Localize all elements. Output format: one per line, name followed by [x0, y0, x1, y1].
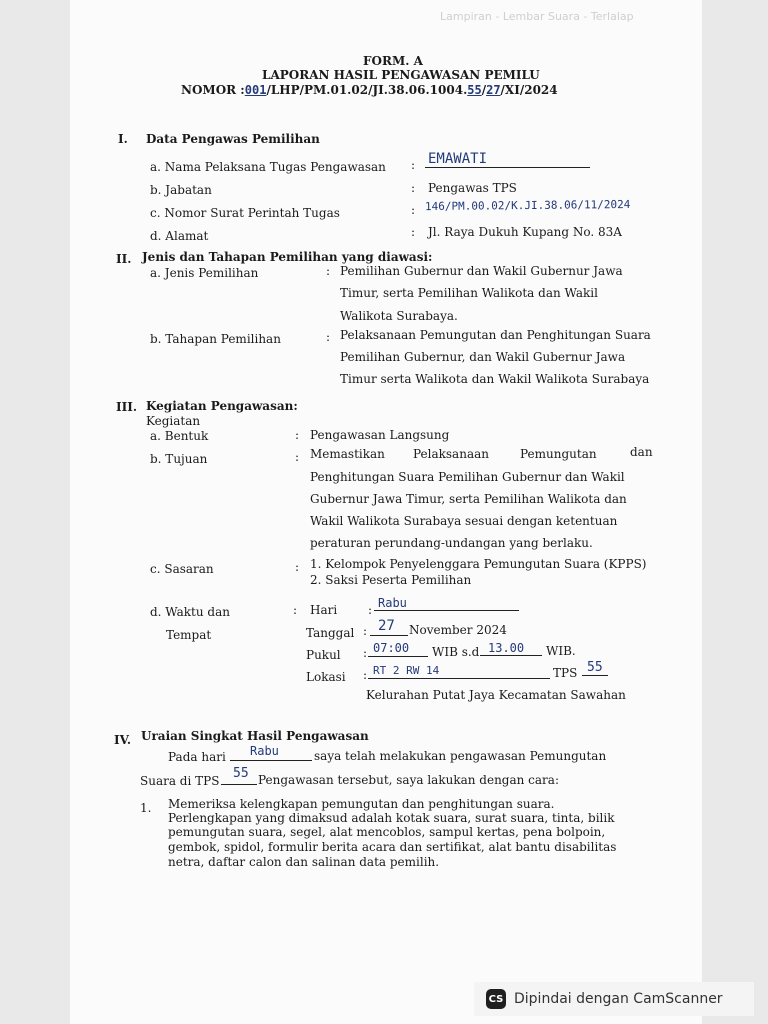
text-line: Pemilihan Gubernur dan Wakil Gubernur Jawa: [340, 264, 623, 278]
field-value: Pengawasan Langsung: [310, 428, 450, 442]
field-label: d. Waktu dan: [150, 605, 230, 619]
lokasi-value-handwritten: RT 2 RW 14: [373, 664, 440, 677]
fill-line: [480, 655, 542, 656]
document-page: Lampiran - Lembar Suara - Terlalap FORM. A LAPORAN HASIL PENGAWASAN PEMILU NOMOR :001/LHP/PM.01.02/JI.38.06.1004.55/27/XI/2024 I. Data Pengawas Pemilihan a. Nama Pelaksana Tugas Pengawasan : EMAWATI b. Jabatan : Pengawas TPS c. Nomor Surat Perintah Tugas : 146/PM.00.02/K.JI.38.06/11/2024 d. Alamat : Jl. Raya Dukuh Kupang No. 83A II. Jenis dan Tahapan Pemilihan yang diawasi: a. Jenis Pemilihan : Pemilihan Gubernur dan Wakil Gubernur Jawa Timur, serta Pemilihan Walikota dan Wakil Walikota Surabaya. b. Tahapan Pemilihan : Pelaksanaan Pemungutan dan Penghitungan Suara Pemilihan Gubernur, dan Wakil Gubernur Jawa Timur serta Walikota dan Wakil Walikota Surabaya III. Kegiatan Pengawasan: Kegiatan a. Bentuk : Pengawasan Langsung b. Tujuan : Memastikan Pelaksanaan Pemungutan dan Penghitungan Suara Pemilihan Gubernur dan Wakil Gubernur Jawa Timur, serta Pemilihan Walikota dan Wakil Walikota Surabaya sesuai dengan ketentuan peraturan perundang-undangan yang berlaku. c. Sasaran : 1. Kelompok Penyelenggara Pemungutan Suara (KPPS) 2. Saksi Peserta Pemilihan d. Waktu dan Tempat : Hari : Rabu Tanggal : 27 November 2024 Pukul : 07:00 WIB s.d 13.00 WIB. Lokasi : RT 2 RW 14 TPS 55 Kelurahan Putat Jaya Kecamatan Sawahan IV. Uraian Singkat Hasil Pengawasan Pada hari Rabu saya telah melakukan pengawasan Pemungutan Suara di TPS 55 Pengawasan tersebut, saya lakukan dengan cara: 1. Memeriksa kelengkapan pemungutan dan penghitungan suara. Perlengkapan yang dimaksud adalah kotak suara, surat suara, tinta, bilik pemungutan suara, segel, alat mencoblos, sampul kertas, pena bolpoin, gembok, spidol, formulir berita acara dan sertifikat, alat bantu disabilitas netra, daftar calon dan salinan data pemilih.: [114, 10, 653, 869]
pukul-start-handwritten: 07:00: [373, 641, 410, 655]
list-item: 1. Kelompok Penyelenggara Pemungutan Suara (KPPS): [310, 557, 647, 571]
field-label: b. Tujuan: [150, 452, 208, 466]
text-line: Gubernur Jawa Timur, serta Pemilihan Walikota dan: [310, 492, 627, 506]
section-1-number: I.: [118, 132, 128, 146]
field-label: Tempat: [166, 628, 212, 642]
text-word: Memastikan: [310, 447, 385, 461]
tanggal-suffix: November 2024: [409, 623, 507, 637]
kelurahan-text: Kelurahan Putat Jaya Kecamatan Sawahan: [366, 688, 626, 702]
camscanner-logo-icon: CS: [486, 989, 506, 1009]
section-1-title: Data Pengawas Pemilihan: [146, 132, 320, 146]
field-label: a. Bentuk: [150, 429, 209, 443]
field-label: c. Nomor Surat Perintah Tugas: [150, 206, 340, 220]
section-2-title: Jenis dan Tahapan Pemilihan yang diawasi:: [142, 250, 433, 264]
text-line: peraturan perundang-undangan yang berlaku.: [310, 536, 593, 550]
list-number: 1.: [140, 801, 152, 815]
field-value-handwritten: EMAWATI: [428, 151, 488, 167]
pukul-end-handwritten: 13.00: [488, 641, 525, 655]
lokasi-label: Lokasi: [306, 670, 346, 684]
field-label: a. Jenis Pemilihan: [150, 266, 259, 280]
text-line: Timur, serta Pemilihan Walikota dan Wakil: [340, 286, 598, 300]
text-line: Timur serta Walikota dan Wakil Walikota Surabaya: [340, 372, 650, 386]
report-title: LAPORAN HASIL PENGAWASAN PEMILU: [262, 68, 540, 82]
paragraph-text: saya telah melakukan pengawasan Pemungutan: [314, 749, 607, 763]
text-line: netra, daftar calon dan salinan data pemilih.: [168, 855, 440, 869]
text-word: dan: [630, 445, 653, 459]
field-value: Jl. Raya Dukuh Kupang No. 83A: [428, 225, 622, 239]
text-line: Memeriksa kelengkapan pemungutan dan penghitungan suara.: [168, 797, 555, 811]
fill-line: [230, 760, 312, 761]
text-line: pemungutan suara, segel, alat mencoblos, sampul kertas, pena bolpoin,: [168, 825, 606, 839]
text-line: Pelaksanaan Pemungutan dan Penghitungan Suara: [340, 328, 651, 342]
field-label: b. Jabatan: [150, 183, 212, 197]
paragraph-text: Pada hari: [168, 750, 226, 764]
hari-value-handwritten: Rabu: [378, 596, 407, 610]
paragraph-text: Suara di TPS: [140, 774, 220, 788]
text-line: Perlengkapan yang dimaksud adalah kotak suara, surat suara, tinta, bilik: [168, 811, 615, 825]
section-3-title: Kegiatan Pengawasan:: [146, 399, 298, 413]
pukul-mid: WIB s.d: [432, 645, 480, 659]
tanggal-value-handwritten: 27: [378, 618, 395, 634]
field-label: c. Sasaran: [150, 562, 214, 576]
fill-line: [368, 678, 550, 679]
tps-handwritten: 55: [233, 766, 249, 781]
watermark-text: Dipindai dengan CamScanner: [514, 991, 723, 1007]
camscanner-watermark: [474, 982, 754, 1016]
section-3-subtitle: Kegiatan: [146, 414, 201, 428]
field-label: b. Tahapan Pemilihan: [150, 332, 281, 346]
text-word: Pelaksanaan: [413, 447, 489, 461]
report-number: NOMOR :001/LHP/PM.01.02/JI.38.06.1004.55/27/XI/2024: [181, 83, 558, 97]
fill-line: [221, 784, 257, 785]
faint-bleed-through-text: Lampiran - Lembar Suara - Terlalap: [440, 10, 634, 23]
text-line: gembok, spidol, formulir berita acara dan sertifikat, alat bantu disabilitas: [168, 840, 617, 854]
fill-line: [582, 675, 608, 676]
field-value: Pengawas TPS: [428, 181, 517, 195]
fill-line: [370, 635, 408, 636]
section-2-number: II.: [116, 252, 132, 266]
field-label: a. Nama Pelaksana Tugas Pengawasan: [150, 160, 386, 174]
pukul-suffix: WIB.: [546, 644, 576, 658]
list-item: 2. Saksi Peserta Pemilihan: [310, 573, 472, 587]
text-line: Pemilihan Gubernur, dan Wakil Gubernur Jawa: [340, 350, 626, 364]
tanggal-label: Tanggal: [306, 626, 355, 640]
field-label: d. Alamat: [150, 229, 209, 243]
form-label: FORM. A: [363, 54, 423, 68]
section-3-number: III.: [116, 400, 138, 414]
hari-label: Hari: [310, 603, 338, 617]
tps-value-handwritten: 55: [587, 660, 603, 675]
text-line: Walikota Surabaya.: [340, 309, 458, 323]
field-value-handwritten: 146/PM.00.02/K.JI.38.06/11/2024: [424, 197, 631, 214]
fill-line: [374, 610, 519, 611]
text-line: Wakil Walikota Surabaya sesuai dengan ketentuan: [310, 514, 618, 528]
section-4-title: Uraian Singkat Hasil Pengawasan: [141, 729, 369, 743]
text-word: Pemungutan: [520, 447, 597, 461]
fill-line: [425, 167, 590, 168]
hari-handwritten: Rabu: [250, 744, 279, 758]
section-4-number: IV.: [114, 733, 132, 747]
pukul-label: Pukul: [306, 648, 341, 662]
fill-line: [368, 656, 428, 657]
text-line: Penghitungan Suara Pemilihan Gubernur dan Wakil: [310, 470, 625, 484]
paragraph-text: Pengawasan tersebut, saya lakukan dengan cara:: [258, 773, 559, 787]
tps-label: TPS: [553, 666, 578, 680]
